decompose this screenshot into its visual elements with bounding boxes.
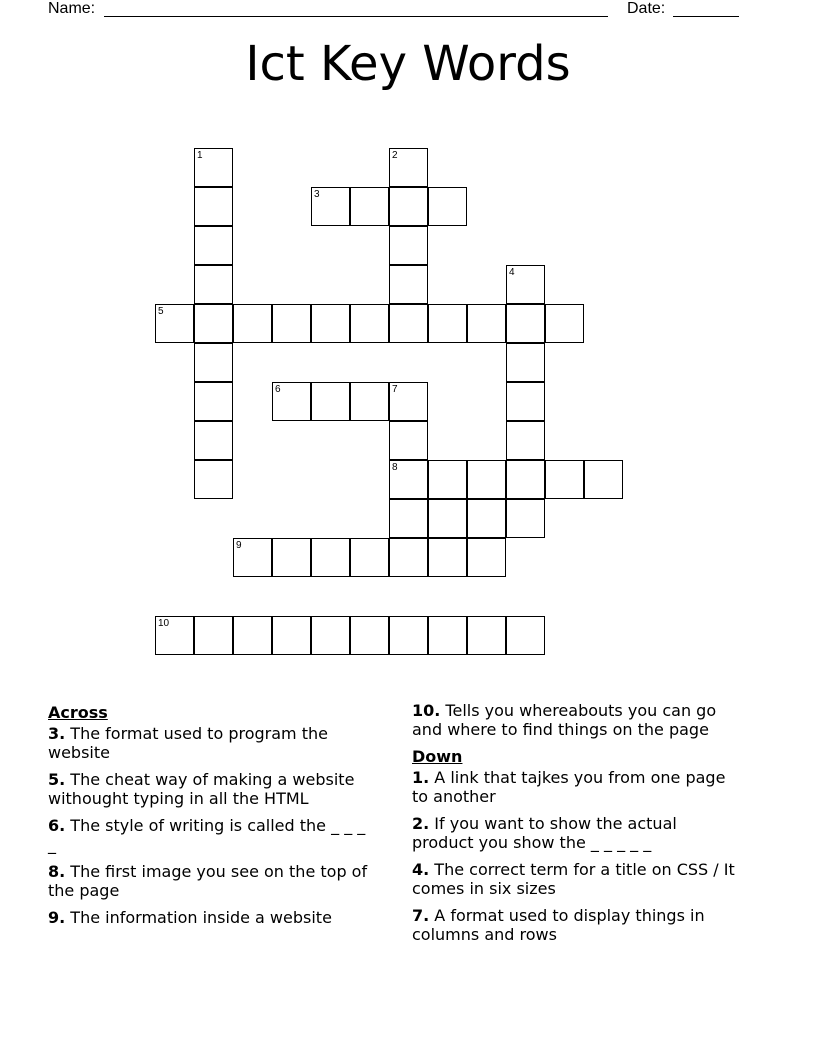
grid-cell[interactable] <box>428 304 467 343</box>
clue-item-text: The first image you see on the top of the page <box>48 862 368 900</box>
clue-number: 4 <box>509 267 515 278</box>
grid-cell[interactable] <box>233 538 272 577</box>
grid-cell[interactable] <box>350 538 389 577</box>
clue-item-text: The information inside a website <box>65 908 332 927</box>
grid-cell[interactable] <box>428 460 467 499</box>
grid-cell[interactable] <box>194 343 233 382</box>
grid-cell[interactable] <box>194 148 233 187</box>
grid-cell[interactable] <box>389 226 428 265</box>
name-label: Name: <box>48 0 96 17</box>
grid-cell[interactable] <box>584 460 623 499</box>
clue-item-text: A link that tajkes you from one page to another <box>412 768 726 806</box>
grid-cell[interactable] <box>194 304 233 343</box>
grid-cell[interactable] <box>506 460 545 499</box>
grid-cell[interactable] <box>311 304 350 343</box>
clue-number: 3 <box>314 189 320 200</box>
grid-cell[interactable] <box>311 187 350 226</box>
grid-cell[interactable] <box>233 616 272 655</box>
grid-cell[interactable] <box>350 304 389 343</box>
down-heading: Down <box>412 747 463 766</box>
grid-cell[interactable] <box>389 499 428 538</box>
clue-item-text: Tells you whereabouts you can go and where to find things on the page <box>412 701 717 739</box>
grid-cell[interactable] <box>389 187 428 226</box>
clue-item-number: 1. <box>412 768 430 787</box>
grid-cell[interactable] <box>194 421 233 460</box>
across-heading: Across <box>48 703 108 722</box>
grid-cell[interactable] <box>194 265 233 304</box>
grid-cell[interactable] <box>272 382 311 421</box>
grid-cell[interactable] <box>467 460 506 499</box>
grid-cell[interactable] <box>428 187 467 226</box>
grid-cell[interactable] <box>389 616 428 655</box>
grid-cell[interactable] <box>233 304 272 343</box>
clue-item-number: 3. <box>48 724 66 743</box>
clue-item-text: The cheat way of making a website withought typing in all the HTML <box>48 770 355 808</box>
clue-item-number: 8. <box>48 862 66 881</box>
across-clue-list-continued <box>412 701 742 739</box>
clue-item-text: If you want to show the actual product you show the _ _ _ _ _ <box>412 814 677 852</box>
grid-cell[interactable] <box>272 616 311 655</box>
across-clue-list <box>48 724 378 927</box>
clue-item-number: 6. <box>48 816 66 835</box>
clue-number: 7 <box>392 384 398 395</box>
clue-item-number: 10. <box>412 701 441 720</box>
clue-item-number: 4. <box>412 860 430 879</box>
grid-cell[interactable] <box>467 616 506 655</box>
grid-cell[interactable] <box>467 499 506 538</box>
clue-item-text: The style of writing is called the _ _ _ _ <box>48 816 366 854</box>
grid-cell[interactable] <box>545 304 584 343</box>
clue-item-text: A format used to display things in columns and rows <box>412 906 705 944</box>
clue-item <box>48 724 378 762</box>
grid-cell[interactable] <box>389 304 428 343</box>
grid-cell[interactable] <box>506 421 545 460</box>
clue-item <box>48 816 378 854</box>
grid-cell[interactable] <box>389 148 428 187</box>
grid-cell[interactable] <box>311 382 350 421</box>
clue-number: 1 <box>197 150 203 161</box>
clue-item <box>48 862 378 900</box>
grid-cell[interactable] <box>467 538 506 577</box>
grid-cell[interactable] <box>428 616 467 655</box>
grid-cell[interactable] <box>194 460 233 499</box>
grid-cell[interactable] <box>272 304 311 343</box>
clues-left-column <box>48 701 378 935</box>
grid-cell[interactable] <box>194 187 233 226</box>
clues-section <box>48 701 768 1001</box>
grid-cell[interactable] <box>428 538 467 577</box>
page-title: Ict Key Words <box>245 36 571 92</box>
clue-item <box>412 860 742 898</box>
grid-cell[interactable] <box>311 538 350 577</box>
grid-cell[interactable] <box>389 460 428 499</box>
grid-cell[interactable] <box>155 616 194 655</box>
clues-right-column <box>412 701 742 952</box>
grid-cell[interactable] <box>272 538 311 577</box>
grid-cell[interactable] <box>350 187 389 226</box>
grid-cell[interactable] <box>506 616 545 655</box>
clue-item-number: 7. <box>412 906 430 925</box>
grid-cell[interactable] <box>506 343 545 382</box>
clue-item <box>412 701 742 739</box>
grid-cell[interactable] <box>506 304 545 343</box>
clue-number: 9 <box>236 540 242 551</box>
clue-item-number: 2. <box>412 814 430 833</box>
date-label: Date: <box>627 0 666 17</box>
grid-cell[interactable] <box>428 499 467 538</box>
clue-item-text: The format used to program the website <box>48 724 328 762</box>
clue-number: 2 <box>392 150 398 161</box>
clue-item <box>48 908 378 927</box>
down-clue-list <box>412 768 742 944</box>
grid-cell[interactable] <box>389 265 428 304</box>
clue-item-text: The correct term for a title on CSS / It comes in six sizes <box>412 860 735 898</box>
grid-cell[interactable] <box>389 382 428 421</box>
grid-cell[interactable] <box>155 304 194 343</box>
clue-item <box>412 768 742 806</box>
grid-cell[interactable] <box>194 616 233 655</box>
grid-cell[interactable] <box>389 421 428 460</box>
grid-cell[interactable] <box>194 226 233 265</box>
grid-cell[interactable] <box>506 265 545 304</box>
clue-item <box>412 906 742 944</box>
grid-cell[interactable] <box>311 616 350 655</box>
grid-cell[interactable] <box>389 538 428 577</box>
clue-item-number: 9. <box>48 908 66 927</box>
clue-item <box>48 770 378 808</box>
clue-item <box>412 814 742 852</box>
clue-number: 6 <box>275 384 281 395</box>
grid-cell[interactable] <box>350 616 389 655</box>
grid-cell[interactable] <box>506 499 545 538</box>
clue-number: 10 <box>158 618 170 629</box>
clue-number: 5 <box>158 306 164 317</box>
clue-item-number: 5. <box>48 770 66 789</box>
grid-cell[interactable] <box>194 382 233 421</box>
clue-number: 8 <box>392 462 398 473</box>
grid-cell[interactable] <box>545 460 584 499</box>
grid-cell[interactable] <box>350 382 389 421</box>
grid-cell[interactable] <box>467 304 506 343</box>
grid-cell[interactable] <box>506 382 545 421</box>
